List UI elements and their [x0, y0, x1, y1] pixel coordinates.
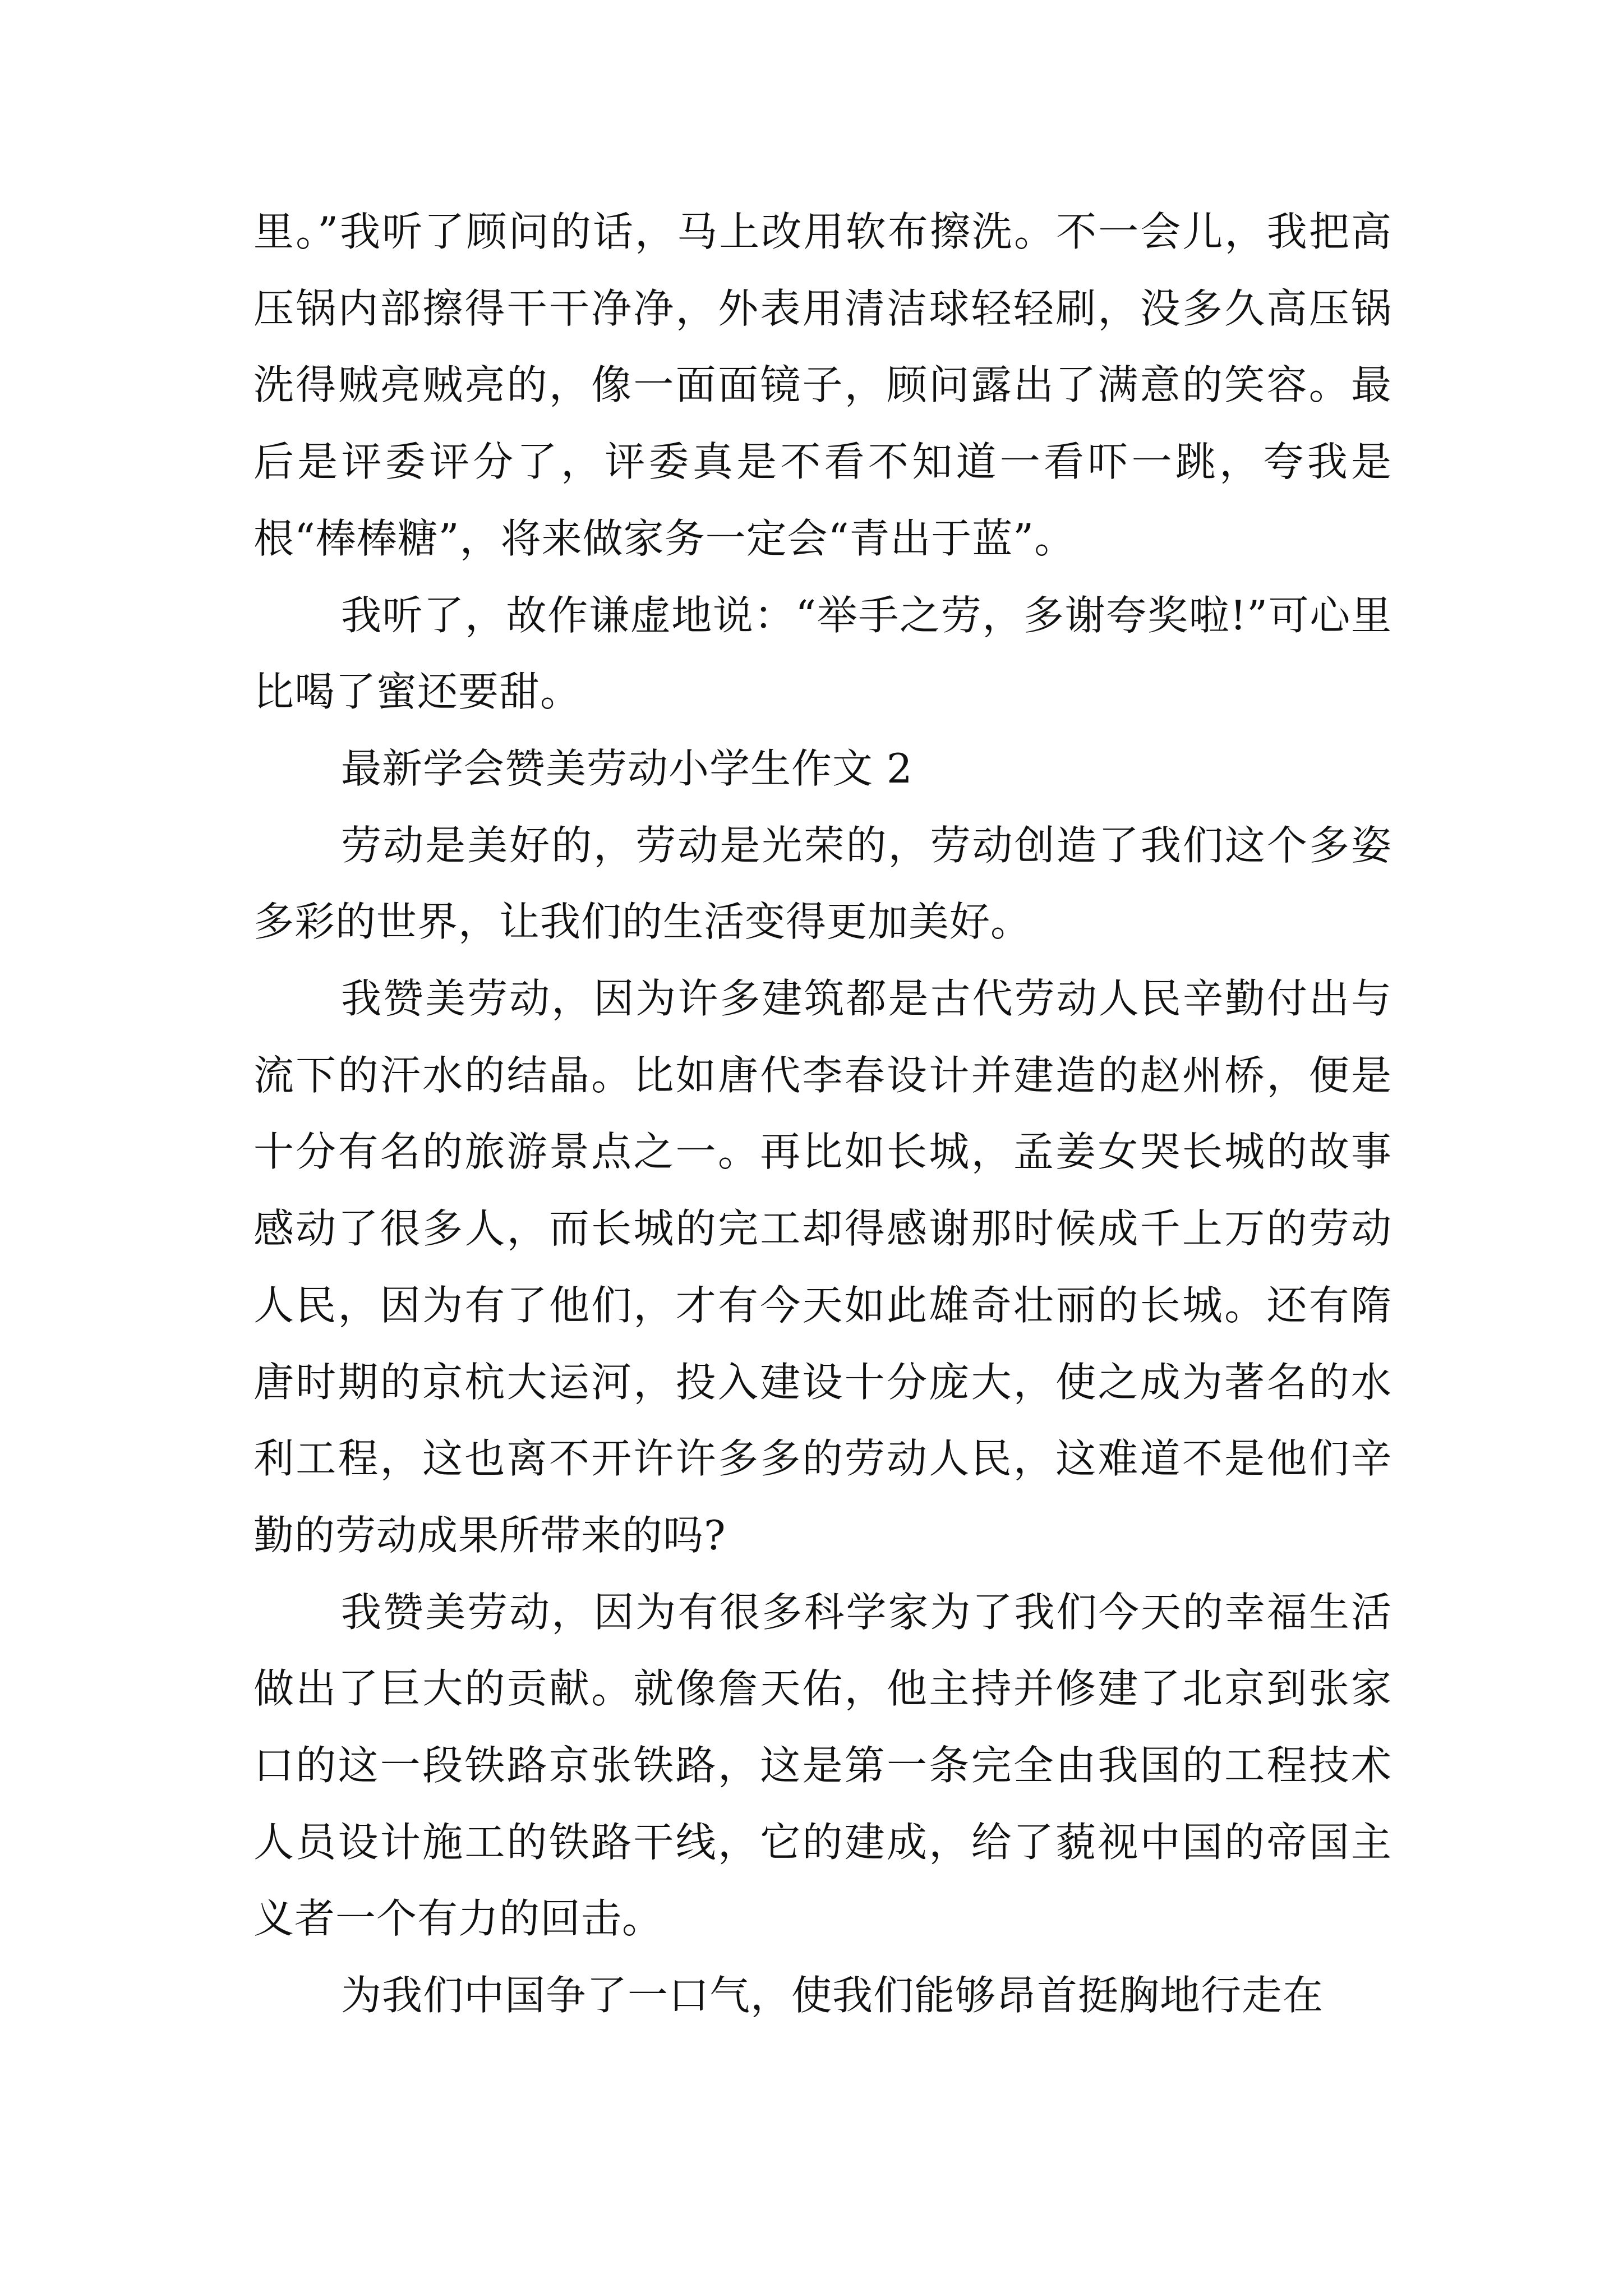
paragraph: 我赞美劳动，因为有很多科学家为了我们今天的幸福生活做出了巨大的贡献。就像詹天佑，他主持并修建了北京到张家口的这一段铁路京张铁路，这是第一条完全由我国的工程技术人员设计施工的铁路干线，它的建成，给了藐视中国的帝国主义者一个有力的回击。 — [253, 1588, 1392, 1943]
paragraph: 劳动是美好的，劳动是光荣的，劳动创造了我们这个多姿多彩的世界，让我们的生活变得更加美好。 — [253, 821, 1392, 946]
paragraph-continuation: 里。”我听了顾问的话，马上改用软布擦洗。不一会儿，我把高压锅内部擦得干干净净，外表用清洁球轻轻刷，没多久高压锅洗得贼亮贼亮的，像一面面镜子，顾问露出了满意的笑容。最后是评委评分了，评委真是不看不知道一看吓一跳，夸我是根“棒棒糖”，将来做家务一定会“青出于蓝”。 — [253, 208, 1392, 562]
section-heading: 最新学会赞美劳动小学生作文 2 — [341, 744, 913, 792]
document-body — [253, 194, 1392, 2034]
paragraph: 为我们中国争了一口气，使我们能够昂首挺胸地行走在 — [341, 1972, 1324, 2019]
paragraph: 我赞美劳动，因为许多建筑都是古代劳动人民辛勤付出与流下的汗水的结晶。比如唐代李春设计并建造的赵州桥，便是十分有名的旅游景点之一。再比如长城，孟姜女哭长城的故事感动了很多人，而长城的完工却得感谢那时候成千上万的劳动人民，因为有了他们，才有今天如此雄奇壮丽的长城。还有隋唐时期的京杭大运河，投入建设十分庞大，使之成为著名的水利工程，这也离不开许许多多的劳动人民，这难道不是他们辛勤的劳动成果所带来的吗? — [253, 975, 1392, 1559]
paragraph: 我听了，故作谦虚地说：“举手之劳，多谢夸奖啦!”可心里比喝了蜜还要甜。 — [253, 591, 1392, 716]
